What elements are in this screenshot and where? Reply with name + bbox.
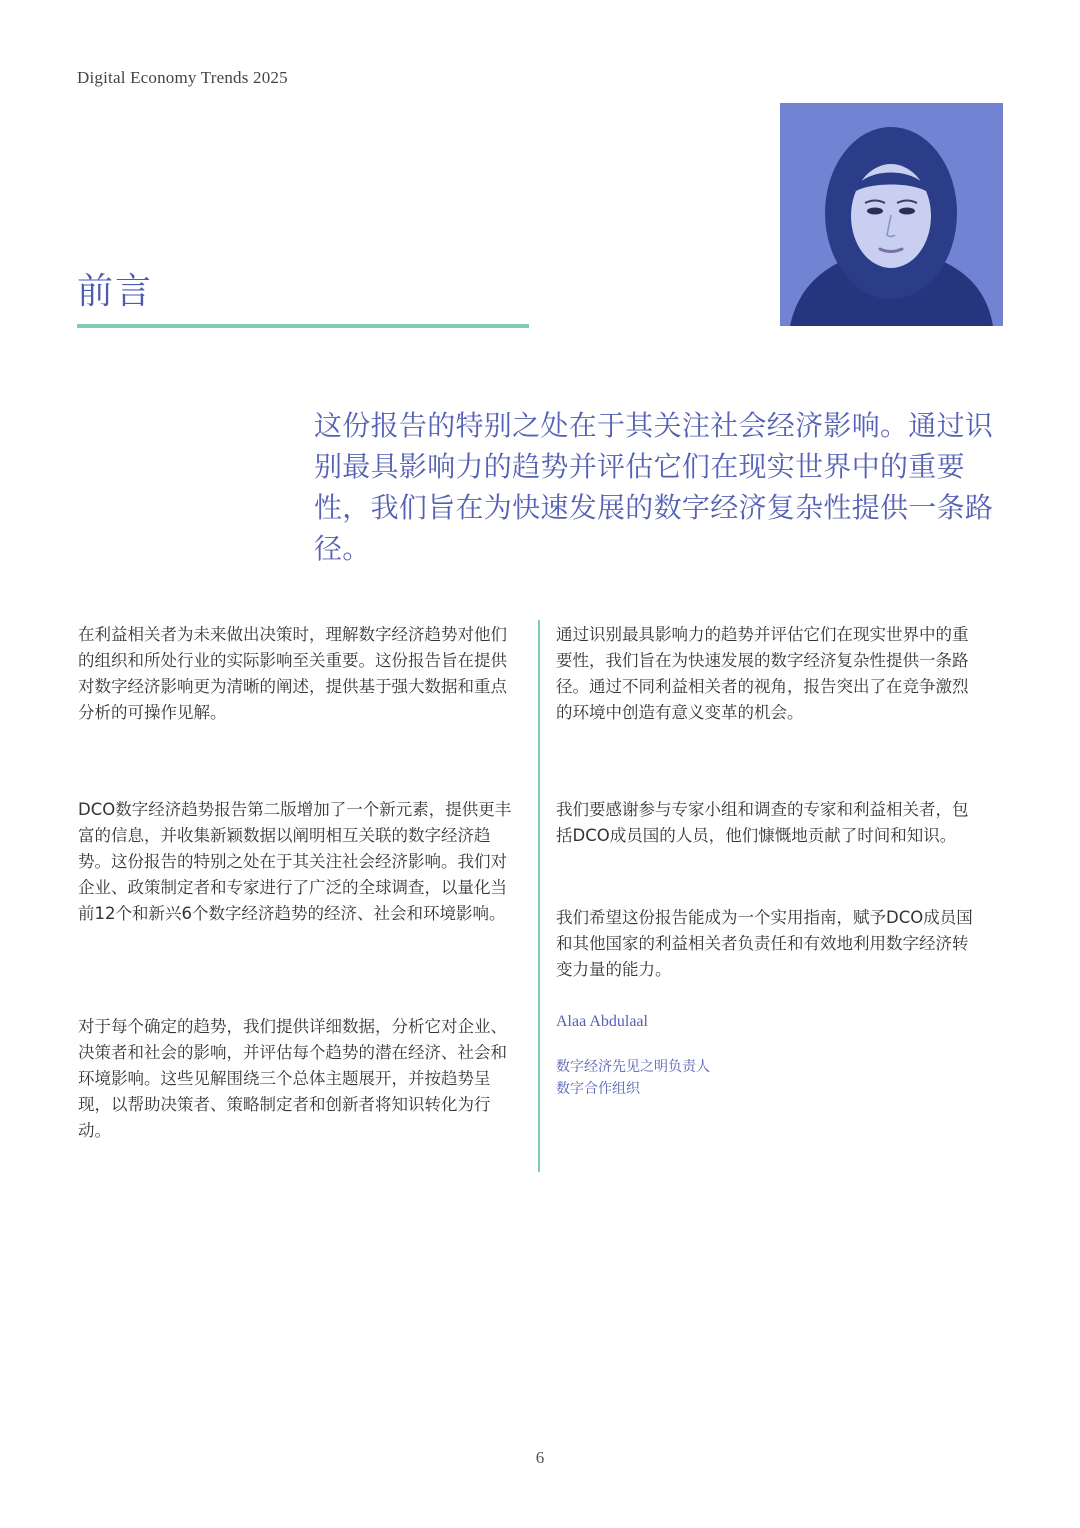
paragraph-text: 对于每个确定的趋势，我们提供详细数据，分析它对企业、决策者和社会的影响，并评估每个趋势的潜在经济、社会和环境影响。这些见解围绕三个总体主题展开，并按趋势呈现，以帮助决策者、策略制定者和创新者将知识转化为行动。 [78,1017,507,1140]
signature-name: Alaa Abdulaal [556,1013,648,1030]
page-number: 6 [535,1448,545,1467]
section-title: 前言 [77,271,154,312]
paragraph-text: 我们要感谢参与专家小组和调查的专家和利益相关者，包括DCO成员国的人员，他们慷慨地贡献了时间和知识。 [556,800,969,845]
signature-role [556,1056,710,1100]
signature-role-title: 数字经济先见之明负责人 [556,1059,710,1075]
signature-organization: 数字合作组织 [556,1081,640,1097]
pull-quote: 这份报告的特别之处在于其关注社会经济影响。通过识别最具影响力的趋势并评估它们在现实世界中的重要性，我们旨在为快速发展的数字经济复杂性提供一条路径。 [314,409,994,565]
left-column-paragraph-3 [78,1014,518,1144]
right-column-paragraph-3 [556,905,982,983]
paragraph-text: 通过识别最具影响力的趋势并评估它们在现实世界中的重要性，我们旨在为快速发展的数字经济复杂性提供一条路径。通过不同利益相关者的视角，报告突出了在竞争激烈的环境中创造有意义变革的机会。 [556,625,969,722]
title-underline [77,324,529,328]
paragraph-text: DCO数字经济趋势报告第二版增加了一个新元素，提供更丰富的信息，并收集新颖数据以阐明相互关联的数字经济趋势。这份报告的特别之处在于其关注社会经济影响。我们对企业、政策制定者和专家进行了广泛的全球调查，以量化当前12个和新兴6个数字经济趋势的经济、社会和环境影响。 [78,800,512,923]
right-column-paragraph-2 [556,797,982,849]
column-divider [538,620,540,1172]
paragraph-text: 我们希望这份报告能成为一个实用指南，赋予DCO成员国和其他国家的利益相关者负责任和有效地利用数字经济转变力量的能力。 [556,908,973,979]
portrait-illustration [780,103,1003,326]
left-column-paragraph-1 [78,622,518,726]
paragraph-text: 在利益相关者为未来做出决策时，理解数字经济趋势对他们的组织和所处行业的实际影响至关重要。这份报告旨在提供对数字经济影响更为清晰的阐述，提供基于强大数据和重点分析的可操作见解。 [78,625,507,722]
author-portrait [780,103,1003,326]
left-column-paragraph-2 [78,797,518,927]
report-header-title: Digital Economy Trends 2025 [77,68,288,87]
right-column-paragraph-1 [556,622,982,726]
